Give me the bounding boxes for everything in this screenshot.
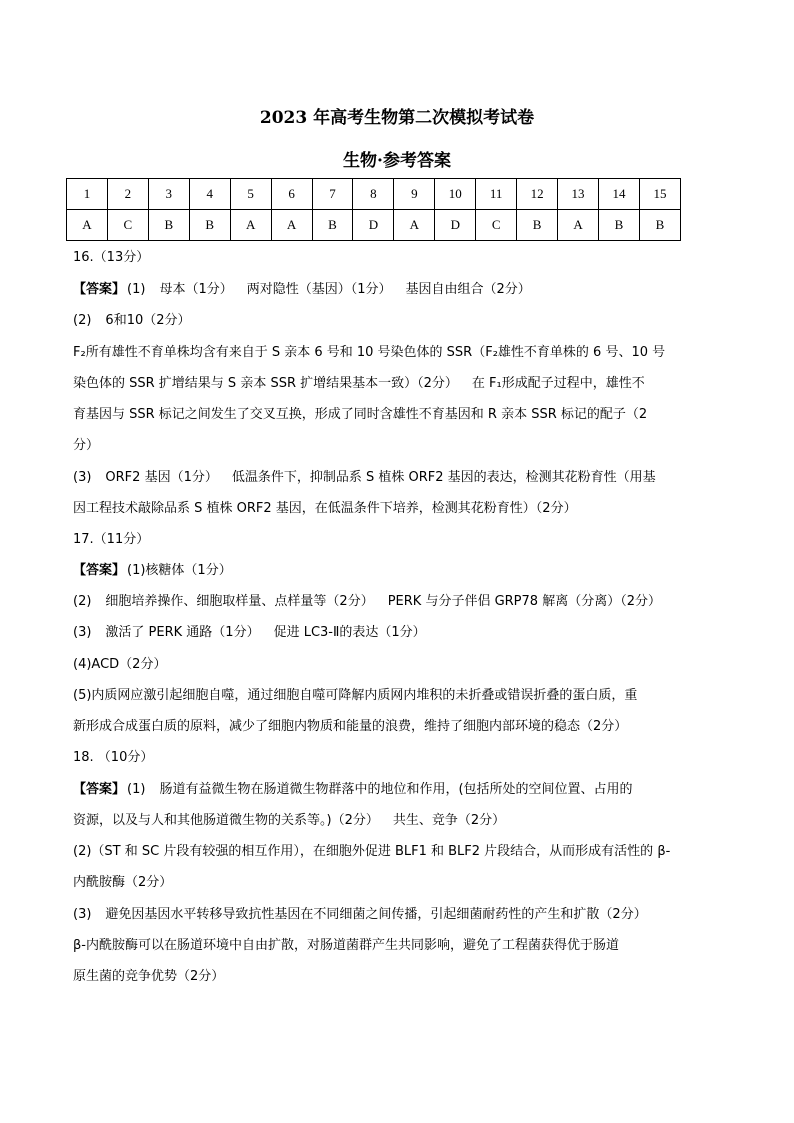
text-line <box>73 655 166 675</box>
text-segment: 育基因与 SSR 标记之间发生了交叉互换，形成了同时含雄性不育基因和 R 亲本 SSR 标记的配子（2 <box>73 407 648 422</box>
text-line <box>73 436 99 456</box>
text-line <box>73 686 637 706</box>
text-line <box>73 873 172 893</box>
question-number-cell: 6 <box>271 179 312 210</box>
question-number-cell: 13 <box>558 179 599 210</box>
text-segment: 细胞培养操作、细胞取样量、点样量等（2分） <box>105 594 374 609</box>
answer-label: 【答案】 <box>73 782 126 797</box>
question-number-cell: 10 <box>435 179 476 210</box>
answer-cell: B <box>189 210 230 241</box>
question-number-cell: 11 <box>476 179 517 210</box>
text-segment: 肠道有益微生物在肠道微生物群落中的地位和作用，(包括所处的空间位置、占用的 <box>159 782 633 797</box>
text-segment: (3) <box>73 907 92 922</box>
text-segment: 原生菌的竞争优势（2分） <box>73 969 225 984</box>
text-line <box>73 967 224 987</box>
text-segment: ORF2 基因（1分） <box>105 470 218 485</box>
text-segment: 两对隐性（基因）（1分） <box>246 282 392 297</box>
text-line <box>73 780 633 800</box>
text-segment: 资源，以及与人和其他肠道微生物的关系等。)（2分） <box>73 813 379 828</box>
text-segment: (2) <box>73 313 92 328</box>
text-line <box>73 374 645 394</box>
answer-cell: B <box>148 210 189 241</box>
text-segment: 避免因基因水平转移导致抗性基因在不同细菌之间传播，引起细菌耐药性的产生和扩散（2分） <box>105 907 647 922</box>
text-line <box>73 623 426 643</box>
answer-cell: A <box>230 210 271 241</box>
answer-table <box>66 178 681 241</box>
answer-label: 【答案】 <box>73 563 126 578</box>
text-segment: 在 F₁形成配子过程中，雄性不 <box>471 376 645 391</box>
text-line <box>73 530 149 550</box>
page-title: 2023 年高考生物第二次模拟考试卷 <box>259 108 535 128</box>
text-segment: 共生、竞争（2分） <box>392 813 506 828</box>
text-segment: 基因自由组合（2分） <box>405 282 531 297</box>
text-segment: (4)ACD（2分） <box>73 657 167 672</box>
text-line <box>73 842 670 862</box>
text-line <box>73 717 627 737</box>
text-line <box>73 280 531 300</box>
text-segment: 6和10（2分） <box>105 313 191 328</box>
text-segment: 16.（13分） <box>73 250 150 265</box>
text-segment: (2)（ST 和 SC 片段有较强的相互作用），在细胞外促进 BLF1 和 BLF2 片段结合，从而形成有活性的 β- <box>73 844 671 859</box>
text-segment: F₂所有雄性不育单株均含有来自于 S 亲本 6 号和 10 号染色体的 SSR（F₂雄性不育单株的 6 号、10 号 <box>73 345 666 360</box>
question-number-cell: 9 <box>394 179 435 210</box>
text-segment: 18. （10分） <box>73 750 154 765</box>
text-line <box>73 936 619 956</box>
question-number-cell: 4 <box>189 179 230 210</box>
text-segment: 因工程技术敲除品系 S 植株 ORF2 基因，在低温条件下培养，检测其花粉育性）（2分） <box>73 501 577 516</box>
question-number-cell: 1 <box>67 179 108 210</box>
question-number-cell: 8 <box>353 179 394 210</box>
question-number-row <box>67 179 681 210</box>
question-number-cell: 3 <box>148 179 189 210</box>
text-line <box>73 811 505 831</box>
answer-cell: C <box>476 210 517 241</box>
question-number-cell: 7 <box>312 179 353 210</box>
text-segment: 17.（11分） <box>73 532 150 547</box>
question-number-cell: 14 <box>598 179 639 210</box>
answer-row <box>67 210 681 241</box>
text-segment: (1) <box>127 782 146 797</box>
answer-cell: A <box>271 210 312 241</box>
text-segment: 低温条件下，抑制品系 S 植株 ORF2 基因的表达，检测其花粉育性（用基 <box>231 470 656 485</box>
text-segment: 内酰胺酶（2分） <box>73 875 173 890</box>
text-line <box>73 592 661 612</box>
text-segment: 新形成合成蛋白质的原料，减少了细胞内物质和能量的浪费，维持了细胞内部环境的稳态（2分） <box>73 719 628 734</box>
answer-cell: B <box>598 210 639 241</box>
answer-cell: B <box>639 210 680 241</box>
text-segment: (2) <box>73 594 92 609</box>
text-line <box>73 405 647 425</box>
question-number-cell: 12 <box>517 179 558 210</box>
text-segment: 激活了 PERK 通路（1分） <box>105 625 260 640</box>
answer-cell: A <box>67 210 108 241</box>
text-line <box>73 311 191 331</box>
text-segment: (5)内质网应激引起细胞自噬，通过细胞自噬可降解内质网内堆积的未折叠或错误折叠的蛋白质，重 <box>73 688 638 703</box>
text-segment: (3) <box>73 470 92 485</box>
text-line <box>73 248 149 268</box>
answer-cell: D <box>435 210 476 241</box>
text-segment: 分） <box>73 438 100 453</box>
answer-cell: D <box>353 210 394 241</box>
text-segment: 染色体的 SSR 扩增结果与 S 亲本 SSR 扩增结果基本一致）（2分） <box>73 376 458 391</box>
text-segment: (1)核糖体（1分） <box>127 563 232 578</box>
text-line <box>73 748 153 768</box>
text-line <box>73 905 647 925</box>
answer-cell: B <box>312 210 353 241</box>
text-segment: 促进 LC3-Ⅱ的表达（1分） <box>273 625 426 640</box>
text-line <box>73 561 232 581</box>
text-segment: 母本（1分） <box>159 282 233 297</box>
answer-cell: C <box>107 210 148 241</box>
text-line <box>73 343 665 363</box>
answer-cell: B <box>517 210 558 241</box>
question-number-cell: 2 <box>107 179 148 210</box>
question-number-cell: 5 <box>230 179 271 210</box>
text-segment: PERK 与分子伴侣 GRP78 解离（分离）（2分） <box>387 594 661 609</box>
text-segment: (1) <box>127 282 146 297</box>
answer-cell: A <box>394 210 435 241</box>
text-segment: β-内酰胺酶可以在肠道环境中自由扩散，对肠道菌群产生共同影响，避免了工程菌获得优于肠道 <box>73 938 619 953</box>
question-number-cell: 15 <box>639 179 680 210</box>
text-line <box>73 499 577 519</box>
page-subtitle: 生物·参考答案 <box>343 151 451 171</box>
answer-label: 【答案】 <box>73 282 126 297</box>
text-segment: (3) <box>73 625 92 640</box>
answer-cell: A <box>558 210 599 241</box>
text-line <box>73 468 656 488</box>
